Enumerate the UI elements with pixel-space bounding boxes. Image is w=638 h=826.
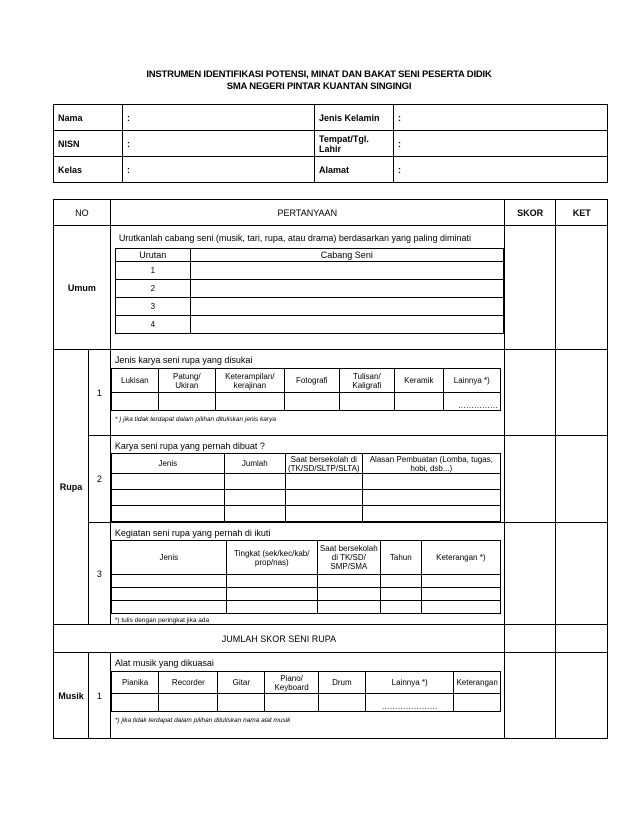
rupa-no-3: 3: [88, 523, 110, 625]
rupa-q2-cell[interactable]: [285, 474, 362, 490]
rupa-q2-cell[interactable]: [362, 490, 500, 506]
rupa-q3-cell[interactable]: [226, 601, 317, 614]
th-lainnya: Lainnya *): [365, 672, 454, 694]
th-alasan-pembuatan: Alasan Pembuatan (Lomba, tugas, hobi, dsb...): [362, 454, 500, 474]
rupa-q2-cell[interactable]: [224, 474, 285, 490]
th-gitar: Gitar: [218, 672, 265, 694]
label-nisn: NISN: [54, 131, 123, 157]
rupa-q3-cell[interactable]: [317, 588, 380, 601]
th-lukisan: Lukisan: [111, 369, 158, 393]
check-fotografi[interactable]: [284, 393, 339, 411]
rupa-q2-cell[interactable]: [285, 506, 362, 522]
th-lainnya: Lainnya *): [443, 369, 500, 393]
th-drum: Drum: [318, 672, 365, 694]
rupa-q1-note: * ) jika tidak terdapat dalam pilihan dituliskan jenis karya: [114, 416, 276, 423]
cabang-seni-input-4[interactable]: [190, 316, 503, 334]
colon: :: [394, 157, 608, 183]
th-tulisan-kaligrafi: Tulisan/ Kaligrafi: [339, 369, 394, 393]
rupa-q2-cell[interactable]: [111, 474, 224, 490]
th-saat-bersekolah: Saat bersekolah di (TK/SD/SLTP/SLTA): [285, 454, 362, 474]
th-keterangan: Keterangan *): [421, 541, 500, 575]
rupa-q3-note: *) tulis dengan peringkat jika ada: [114, 617, 210, 624]
check-drum[interactable]: [318, 694, 365, 712]
col-ket: KET: [556, 200, 608, 226]
th-urutan: Urutan: [115, 249, 190, 262]
th-saat-bersekolah: Saat bersekolah di TK/SD/ SMP/SMA: [317, 541, 380, 575]
rupa-q2-cell[interactable]: [285, 490, 362, 506]
th-jenis: Jenis: [111, 454, 224, 474]
rupa-q3-cell[interactable]: [421, 601, 500, 614]
rupa-q2-cell[interactable]: [111, 490, 224, 506]
col-no: NO: [54, 200, 111, 226]
urutan-3: 3: [115, 298, 190, 316]
musik-q1: [110, 653, 504, 739]
rupa-q2-cell[interactable]: [111, 506, 224, 522]
colon: :: [123, 105, 315, 131]
rupa-q3-table: [111, 540, 501, 614]
rupa-no-1: 1: [88, 350, 110, 436]
document-title-line2: SMA NEGERI PINTAR KUANTAN SINGINGI: [226, 81, 412, 92]
check-gitar[interactable]: [218, 694, 265, 712]
rupa-q2-text: Karya seni rupa yang pernah dibuat ?: [114, 441, 265, 451]
skor-rupa-3[interactable]: [504, 523, 556, 625]
th-patung-ukiran: Patung/ Ukiran: [158, 369, 215, 393]
check-lukisan[interactable]: [111, 393, 158, 411]
rupa-q3-cell[interactable]: [317, 601, 380, 614]
label-tempat-tgl-lahir: Tempat/Tgl. Lahir: [315, 131, 394, 157]
label-jenis-kelamin: Jenis Kelamin: [315, 105, 394, 131]
musik-q1-text: Alat musik yang dikuasai: [114, 658, 214, 668]
ket-rupa-3[interactable]: [556, 523, 608, 625]
skor-rupa-2[interactable]: [504, 436, 556, 523]
skor-umum[interactable]: [504, 226, 556, 350]
section-umum: Umum: [54, 226, 111, 350]
rupa-q2: [110, 436, 504, 523]
lainnya-input[interactable]: ……………: [443, 393, 500, 411]
ket-rupa-1[interactable]: [556, 350, 608, 436]
rupa-q2-cell[interactable]: [224, 490, 285, 506]
th-tingkat: Tingkat (sek/kec/kab/ prop/nas): [226, 541, 317, 575]
skor-jumlah-rupa[interactable]: [504, 625, 556, 653]
th-jenis: Jenis: [111, 541, 226, 575]
colon: :: [394, 131, 608, 157]
musik-q1-note: *) jika tidak terdapat dalam pilihan dituliskan nama alat musik: [114, 717, 291, 724]
col-skor: SKOR: [504, 200, 556, 226]
rupa-q3-cell[interactable]: [111, 588, 226, 601]
rupa-q3-cell[interactable]: [111, 601, 226, 614]
colon: :: [123, 157, 315, 183]
rupa-q2-cell[interactable]: [224, 506, 285, 522]
rupa-q1: [110, 350, 504, 436]
section-musik: Musik: [54, 653, 89, 739]
main-table: [53, 199, 608, 739]
rupa-q2-cell[interactable]: [362, 506, 500, 522]
umum-question: [110, 226, 504, 350]
colon: :: [123, 131, 315, 157]
musik-keterangan-input[interactable]: [454, 694, 500, 712]
rupa-q2-cell[interactable]: [362, 474, 500, 490]
label-kelas: Kelas: [54, 157, 123, 183]
rupa-q3-cell[interactable]: [421, 588, 500, 601]
document-title-line1: INSTRUMEN IDENTIFIKASI POTENSI, MINAT DAN BAKAT SENI PESERTA DIDIK: [146, 69, 492, 80]
rupa-q3-cell[interactable]: [111, 575, 226, 588]
th-jumlah: Jumlah: [224, 454, 285, 474]
jumlah-skor-label: JUMLAH SKOR SENI RUPA: [54, 625, 505, 653]
th-fotografi: Fotografi: [284, 369, 339, 393]
identity-table: [53, 104, 608, 183]
check-patung[interactable]: [158, 393, 215, 411]
skor-rupa-1[interactable]: [504, 350, 556, 436]
cabang-seni-input-1[interactable]: [190, 262, 503, 280]
ket-rupa-2[interactable]: [556, 436, 608, 523]
check-pianika[interactable]: [111, 694, 159, 712]
rupa-q3-text: Kegiatan seni rupa yang pernah di ikuti: [114, 528, 271, 538]
rupa-q1-table: [111, 368, 501, 411]
urutan-2: 2: [115, 280, 190, 298]
rupa-q3-cell[interactable]: [380, 601, 421, 614]
th-keterangan: Keterangan: [454, 672, 500, 694]
th-cabang-seni: Cabang Seni: [190, 249, 503, 262]
rupa-q3-cell[interactable]: [226, 575, 317, 588]
ket-jumlah-rupa[interactable]: [556, 625, 608, 653]
ket-umum[interactable]: [556, 226, 608, 350]
urutan-1: 1: [115, 262, 190, 280]
label-alamat: Alamat: [315, 157, 394, 183]
rupa-q3-cell[interactable]: [421, 575, 500, 588]
urutan-4: 4: [115, 316, 190, 334]
check-piano[interactable]: [265, 694, 319, 712]
rupa-q3-cell[interactable]: [317, 575, 380, 588]
th-keterampilan-kerajinan: Keterampilan/ kerajinan: [215, 369, 284, 393]
colon: :: [394, 105, 608, 131]
ket-musik-1[interactable]: [556, 653, 608, 739]
check-keramik[interactable]: [394, 393, 443, 411]
cabang-seni-input-2[interactable]: [190, 280, 503, 298]
label-nama: Nama: [54, 105, 123, 131]
musik-no-1: 1: [88, 653, 110, 739]
rupa-no-2: 2: [88, 436, 110, 523]
skor-musik-1[interactable]: [504, 653, 556, 739]
rupa-q3-cell[interactable]: [380, 588, 421, 601]
check-recorder[interactable]: [159, 694, 218, 712]
th-piano-keyboard: Piano/ Keyboard: [265, 672, 319, 694]
rupa-q3: [110, 523, 504, 625]
musik-q1-table: [111, 671, 501, 712]
th-tahun: Tahun: [380, 541, 421, 575]
rupa-q1-text: Jenis karya seni rupa yang disukai: [114, 355, 253, 365]
th-keramik: Keramik: [394, 369, 443, 393]
check-tulisan[interactable]: [339, 393, 394, 411]
cabang-seni-table: [115, 248, 504, 334]
rupa-q3-cell[interactable]: [226, 588, 317, 601]
col-pertanyaan: PERTANYAAN: [110, 200, 504, 226]
rupa-q2-table: [111, 453, 501, 522]
th-recorder: Recorder: [159, 672, 218, 694]
cabang-seni-input-3[interactable]: [190, 298, 503, 316]
umum-question-text: Urutkanlah cabang seni (musik, tari, rupa, atau drama) berdasarkan yang paling diminati: [118, 233, 471, 243]
musik-lainnya-input[interactable]: …………………: [365, 694, 454, 712]
section-rupa: Rupa: [54, 350, 89, 625]
th-pianika: Pianika: [111, 672, 159, 694]
check-keterampilan[interactable]: [215, 393, 284, 411]
rupa-q3-cell[interactable]: [380, 575, 421, 588]
